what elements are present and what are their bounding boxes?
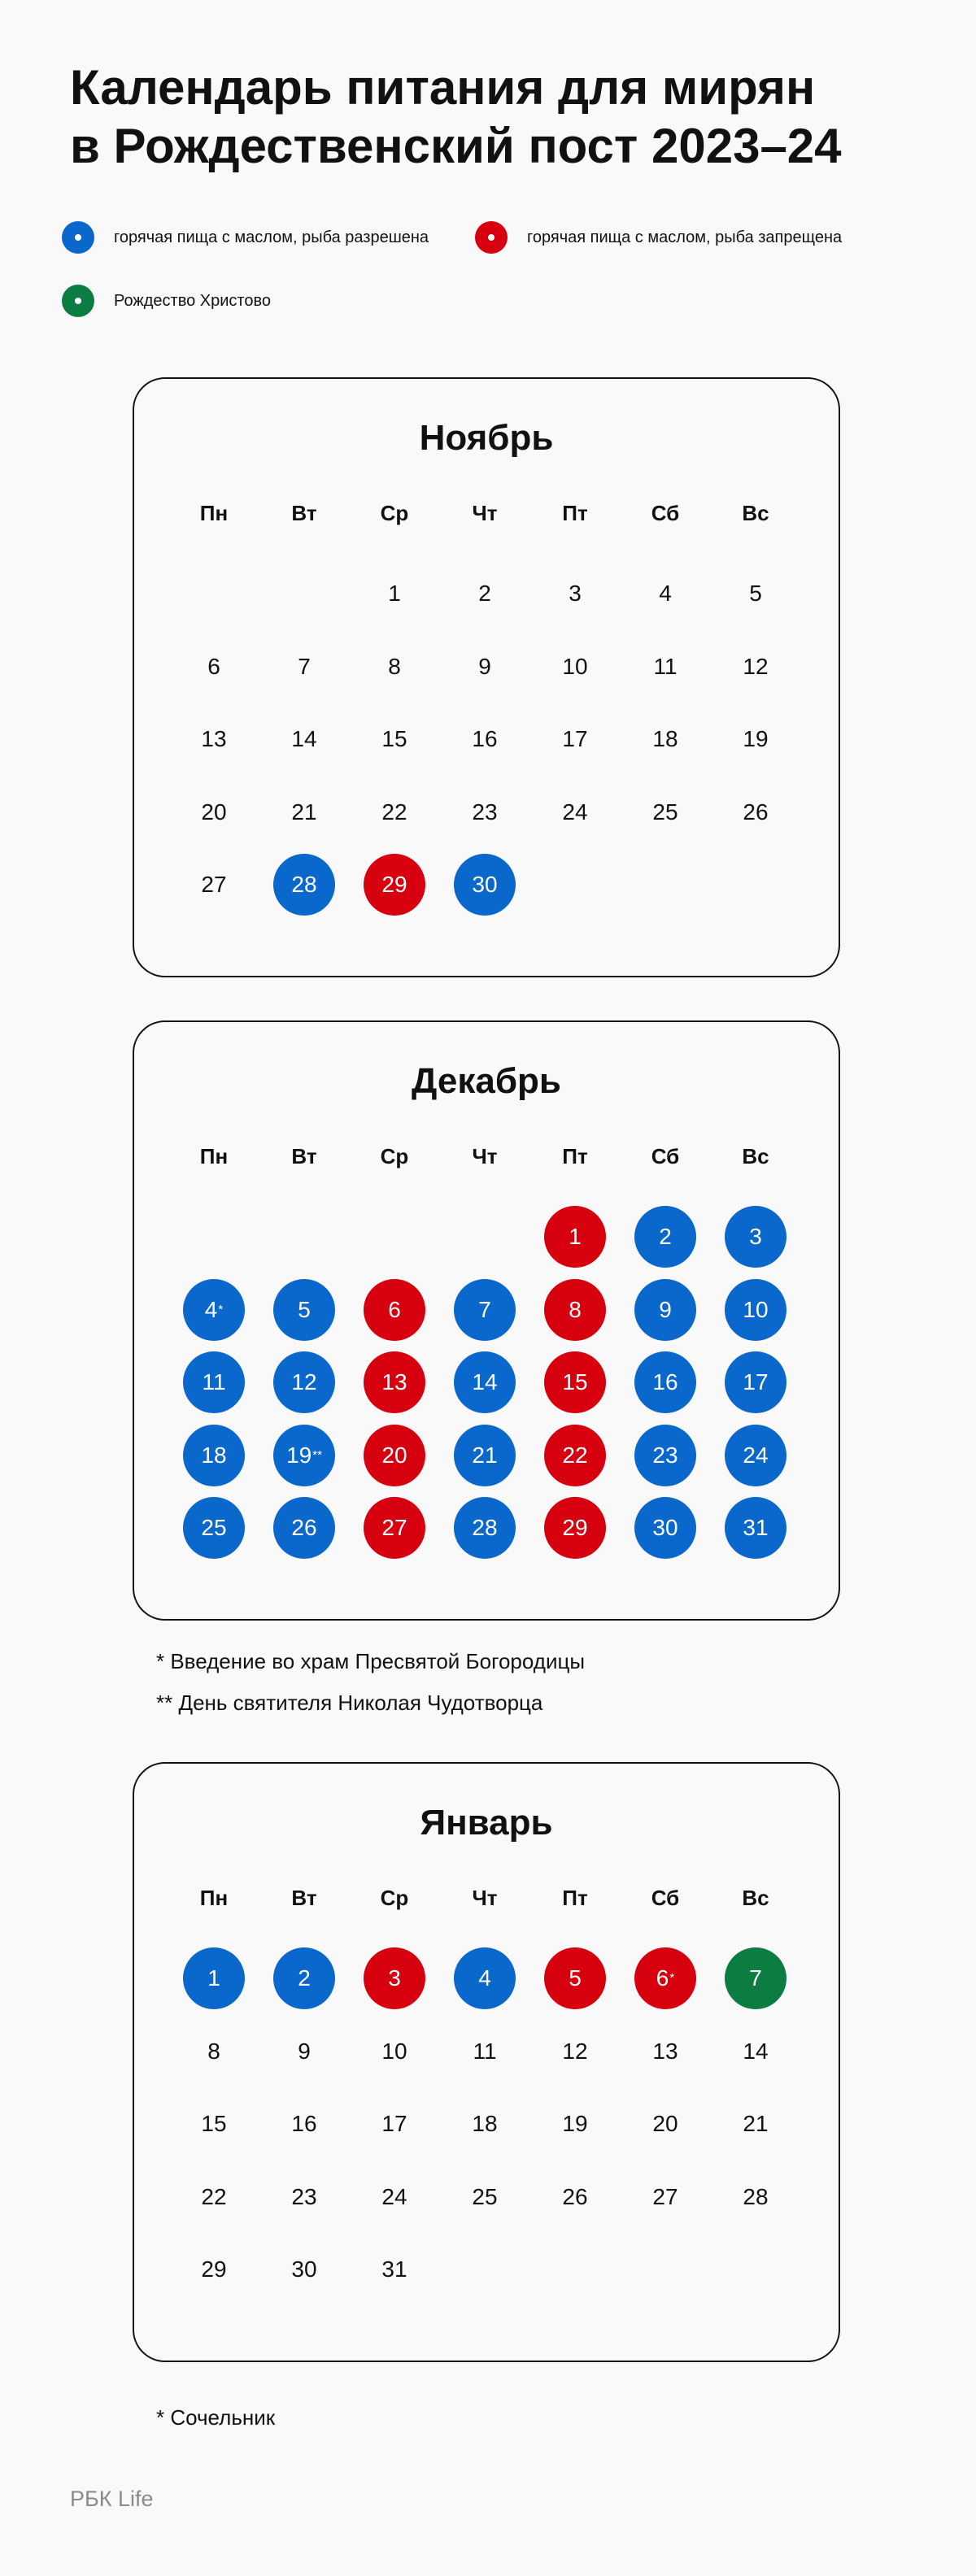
calendar-day: 16 bbox=[634, 1351, 696, 1413]
calendar-day: 13 bbox=[201, 726, 227, 751]
calendar-day: 15 bbox=[201, 2111, 227, 2136]
weekday-header: Чт bbox=[472, 1144, 498, 1168]
calendar-day: 30 bbox=[291, 2256, 317, 2282]
calendar-day: 18 bbox=[472, 2111, 498, 2136]
calendar-day: 5 bbox=[544, 1947, 606, 2009]
weekday-header: Вт bbox=[291, 501, 317, 525]
calendar-day: 30 bbox=[634, 1497, 696, 1559]
brand-logo: РБК Life bbox=[70, 2487, 154, 2511]
calendar-day: 5 bbox=[273, 1279, 335, 1341]
calendar-day: 9 bbox=[634, 1279, 696, 1341]
calendar-day: 9 bbox=[298, 2038, 311, 2064]
calendar-day: 24 bbox=[725, 1425, 786, 1486]
calendar-day: 23 bbox=[634, 1425, 696, 1486]
legend-label: Рождество Христово bbox=[114, 291, 271, 310]
calendar-day: 31 bbox=[725, 1497, 786, 1559]
weekday-header: Вс bbox=[742, 1886, 769, 1910]
calendar-day: 11 bbox=[473, 2038, 497, 2064]
calendar-day: 16 bbox=[291, 2111, 317, 2136]
calendar-day: 23 bbox=[472, 798, 498, 825]
calendar-november bbox=[133, 377, 840, 977]
calendar-day: 25 bbox=[652, 798, 678, 825]
weekday-header: Вт bbox=[291, 1144, 317, 1168]
calendar-day: 3 bbox=[569, 581, 582, 606]
calendar-day: 16 bbox=[472, 726, 498, 751]
calendar-day: 8 bbox=[207, 2038, 220, 2064]
weekday-header: Пн bbox=[199, 501, 229, 525]
weekday-header: Сб bbox=[651, 501, 680, 525]
page-title-line-2: в Рождественский пост 2023–24 bbox=[70, 119, 842, 173]
calendar-day: 8 bbox=[544, 1279, 606, 1341]
calendar-day: 3 bbox=[364, 1947, 425, 2009]
calendar-day: 10 bbox=[562, 653, 588, 679]
calendar-day: 4 * bbox=[183, 1279, 245, 1341]
month-title: Декабрь bbox=[412, 1061, 561, 1101]
calendar-day: 28 bbox=[454, 1497, 516, 1559]
green-dot-icon bbox=[62, 285, 94, 317]
calendar-day: 19 ** bbox=[273, 1425, 335, 1486]
calendar-december bbox=[133, 1020, 840, 1621]
calendar-day: 17 bbox=[562, 726, 588, 751]
weekday-header: Ср bbox=[380, 1144, 409, 1168]
month-title: Ноябрь bbox=[419, 418, 554, 458]
calendar-day: 14 bbox=[454, 1351, 516, 1413]
calendar-day: 7 bbox=[725, 1947, 786, 2009]
calendar-day: 6 bbox=[207, 653, 220, 679]
weekday-header: Вс bbox=[742, 501, 769, 525]
calendar-day: 17 bbox=[725, 1351, 786, 1413]
page-title-line-1: Календарь питания для мирян bbox=[70, 60, 816, 115]
month-title: Январь bbox=[420, 1803, 553, 1843]
calendar-day: 7 bbox=[298, 653, 311, 679]
weekday-header: Пт bbox=[562, 1886, 588, 1910]
calendar-day: 2 bbox=[634, 1206, 696, 1268]
calendar-day: 28 bbox=[273, 854, 335, 916]
calendar-day: 4 bbox=[454, 1947, 516, 2009]
weekday-header: Ср bbox=[380, 501, 409, 525]
calendar-day: 2 bbox=[478, 581, 491, 606]
calendar-day: 13 bbox=[652, 2038, 678, 2064]
calendar-day: 21 bbox=[291, 798, 317, 825]
calendar-day: 29 bbox=[364, 854, 425, 916]
legend-item-fish-forbidden bbox=[475, 221, 842, 254]
weekday-header: Вс bbox=[742, 1144, 769, 1168]
calendar-day: 13 bbox=[364, 1351, 425, 1413]
weekday-header: Пн bbox=[199, 1886, 229, 1910]
calendar-day: 22 bbox=[381, 798, 407, 825]
calendar-day: 24 bbox=[381, 2183, 407, 2209]
weekday-header: Пт bbox=[562, 1144, 588, 1168]
calendar-day: 2 bbox=[273, 1947, 335, 2009]
calendar-day: 9 bbox=[478, 653, 491, 679]
calendar-day: 12 bbox=[743, 653, 769, 679]
calendar-day: 5 bbox=[749, 581, 762, 606]
calendar-day: 31 bbox=[381, 2256, 407, 2282]
calendar-day: 17 bbox=[381, 2111, 407, 2136]
calendar-day: 27 bbox=[201, 872, 227, 897]
calendar-day: 23 bbox=[291, 2183, 317, 2209]
calendar-day: 15 bbox=[381, 726, 407, 751]
weekday-header: Чт bbox=[472, 501, 498, 525]
calendar-day: 4 bbox=[659, 581, 672, 606]
calendar-day: 29 bbox=[544, 1497, 606, 1559]
calendar-day: 12 bbox=[273, 1351, 335, 1413]
page-title bbox=[70, 59, 924, 176]
calendar-day: 25 bbox=[183, 1497, 245, 1559]
footnote-sochelnik: * Сочельник bbox=[156, 2405, 276, 2430]
calendar-day: 28 bbox=[743, 2183, 769, 2209]
calendar-day: 11 bbox=[653, 653, 678, 679]
blue-dot-icon bbox=[62, 221, 94, 254]
weekday-header: Вт bbox=[291, 1886, 317, 1910]
calendar-day: 18 bbox=[183, 1425, 245, 1486]
calendar-day: 10 bbox=[725, 1279, 786, 1341]
weekday-header: Чт bbox=[472, 1886, 498, 1910]
calendar-day: 24 bbox=[562, 798, 588, 825]
calendar-day: 1 bbox=[388, 581, 401, 606]
calendar-day: 20 bbox=[201, 798, 227, 825]
calendar-day: 27 bbox=[652, 2183, 678, 2209]
weekday-header: Пт bbox=[562, 501, 588, 525]
calendar-day: 3 bbox=[725, 1206, 786, 1268]
legend-label: горячая пища с маслом, рыба запрещена bbox=[527, 228, 843, 246]
calendar-day: 11 bbox=[183, 1351, 245, 1413]
calendar-day: 26 bbox=[743, 798, 769, 825]
calendar-day: 29 bbox=[201, 2256, 227, 2282]
legend-label: горячая пища с маслом, рыба разрешена bbox=[114, 228, 429, 246]
calendar-day: 8 bbox=[388, 653, 401, 679]
weekday-header: Пн bbox=[199, 1144, 229, 1168]
calendar-day: 12 bbox=[562, 2038, 588, 2064]
calendar-day: 30 bbox=[454, 854, 516, 916]
weekday-header: Сб bbox=[651, 1886, 680, 1910]
calendar-day: 1 bbox=[183, 1947, 245, 2009]
calendar-january bbox=[133, 1762, 840, 2362]
calendar-day: 15 bbox=[544, 1351, 606, 1413]
legend-item-fish-allowed bbox=[62, 221, 429, 254]
footnote-nikolay: ** День святителя Николая Чудотворца bbox=[156, 1690, 543, 1715]
footnote-vvedenie: * Введение во храм Пресвятой Богородицы bbox=[156, 1649, 586, 1673]
calendar-day: 26 bbox=[562, 2183, 588, 2209]
calendar-day: 21 bbox=[743, 2111, 769, 2136]
calendar-day: 7 bbox=[454, 1279, 516, 1341]
calendar-day: 22 bbox=[544, 1425, 606, 1486]
calendar-day: 27 bbox=[364, 1497, 425, 1559]
calendar-day: 10 bbox=[381, 2038, 407, 2064]
calendar-day: 1 bbox=[544, 1206, 606, 1268]
legend-item-christmas bbox=[62, 285, 271, 317]
calendar-day: 20 bbox=[364, 1425, 425, 1486]
calendar-day: 6 * bbox=[634, 1947, 696, 2009]
calendar-day: 22 bbox=[201, 2183, 227, 2209]
calendar-day: 19 bbox=[743, 726, 769, 751]
red-dot-icon bbox=[475, 221, 508, 254]
calendar-day: 25 bbox=[472, 2183, 498, 2209]
calendar-day: 14 bbox=[291, 726, 317, 751]
weekday-header: Ср bbox=[380, 1886, 409, 1910]
calendar-day: 14 bbox=[743, 2038, 769, 2064]
calendar-day: 21 bbox=[454, 1425, 516, 1486]
calendar-day: 6 bbox=[364, 1279, 425, 1341]
calendar-day: 18 bbox=[652, 726, 678, 751]
weekday-header: Сб bbox=[651, 1144, 680, 1168]
calendar-day: 20 bbox=[652, 2111, 678, 2136]
calendar-day: 26 bbox=[273, 1497, 335, 1559]
calendar-day: 19 bbox=[562, 2111, 588, 2136]
